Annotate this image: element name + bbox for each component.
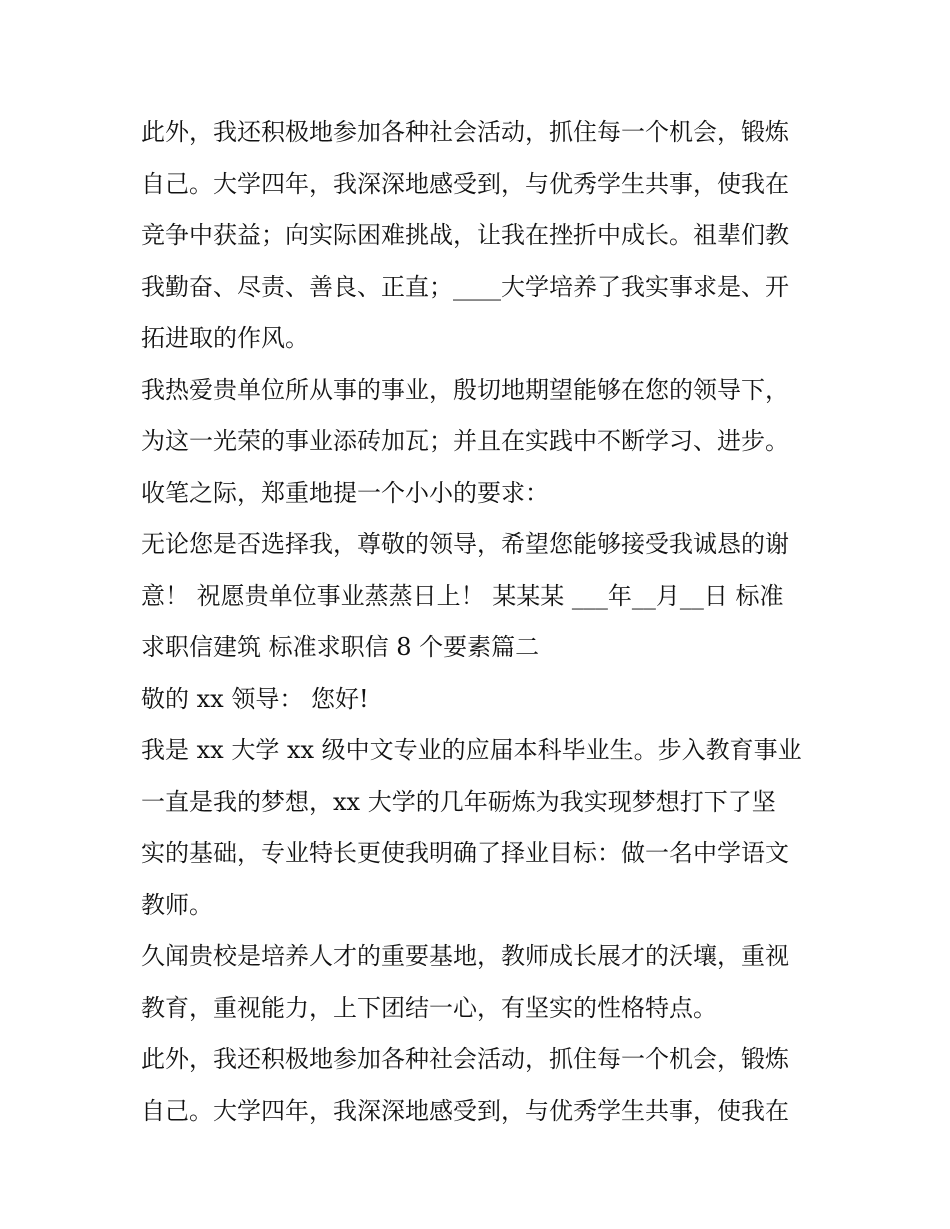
text-line-20: 自己。大学四年，我深深地感受到，与优秀学生共事，使我在 bbox=[141, 1096, 789, 1125]
text-line-13: 我是 xx 大学 xx 级中文专业的应届本科毕业生。步入教育事业 bbox=[141, 736, 802, 764]
text-line-10: 意！ 祝愿贵单位事业蒸蒸日上！ 某某某 ___年__月__日 标准 bbox=[141, 581, 784, 610]
text-line-16: 教师。 bbox=[141, 890, 213, 919]
text-line-9: 无论您是否选择我，尊敬的领导，希望您能够接受我诚恳的谢 bbox=[141, 530, 789, 558]
text-line-17: 久闻贵校是培养人才的重要基地，教师成长展才的沃壤，重视 bbox=[141, 942, 789, 970]
text-line-4: 我勤奋、尽责、善良、正直；____大学培养了我实事求是、开 bbox=[141, 272, 789, 301]
text-line-19: 此外，我还积极地参加各种社会活动，抓住每一个机会，锻炼 bbox=[141, 1045, 789, 1073]
text-line-18: 教育，重视能力，上下团结一心，有坚实的性格特点。 bbox=[141, 993, 717, 1022]
text-line-3: 竞争中获益；向实际困难挑战，让我在挫折中成长。祖辈们教 bbox=[141, 221, 789, 249]
text-line-6: 我热爱贵单位所从事的事业，殷切地期望能够在您的领导下， bbox=[141, 375, 789, 404]
text-line-8: 收笔之际，郑重地提一个小小的要求： bbox=[141, 478, 549, 507]
text-line-5: 拓进取的作风。 bbox=[141, 324, 309, 352]
document-body bbox=[141, 107, 821, 1137]
text-line-15: 实的基础，专业特长更使我明确了择业目标：做一名中学语文 bbox=[141, 839, 789, 867]
text-line-11: 求职信建筑 标准求职信 8 个要素篇二 bbox=[141, 633, 540, 661]
text-line-7: 为这一光荣的事业添砖加瓦；并且在实践中不断学习、进步。 bbox=[141, 427, 789, 455]
text-line-1: 此外，我还积极地参加各种社会活动，抓住每一个机会，锻炼 bbox=[141, 118, 789, 146]
text-line-2: 自己。大学四年，我深深地感受到，与优秀学生共事，使我在 bbox=[141, 169, 789, 198]
text-line-14: 一直是我的梦想，xx 大学的几年砺炼为我实现梦想打下了坚 bbox=[141, 787, 776, 816]
text-line-12: 敬的 xx 领导： 您好! bbox=[141, 684, 369, 713]
